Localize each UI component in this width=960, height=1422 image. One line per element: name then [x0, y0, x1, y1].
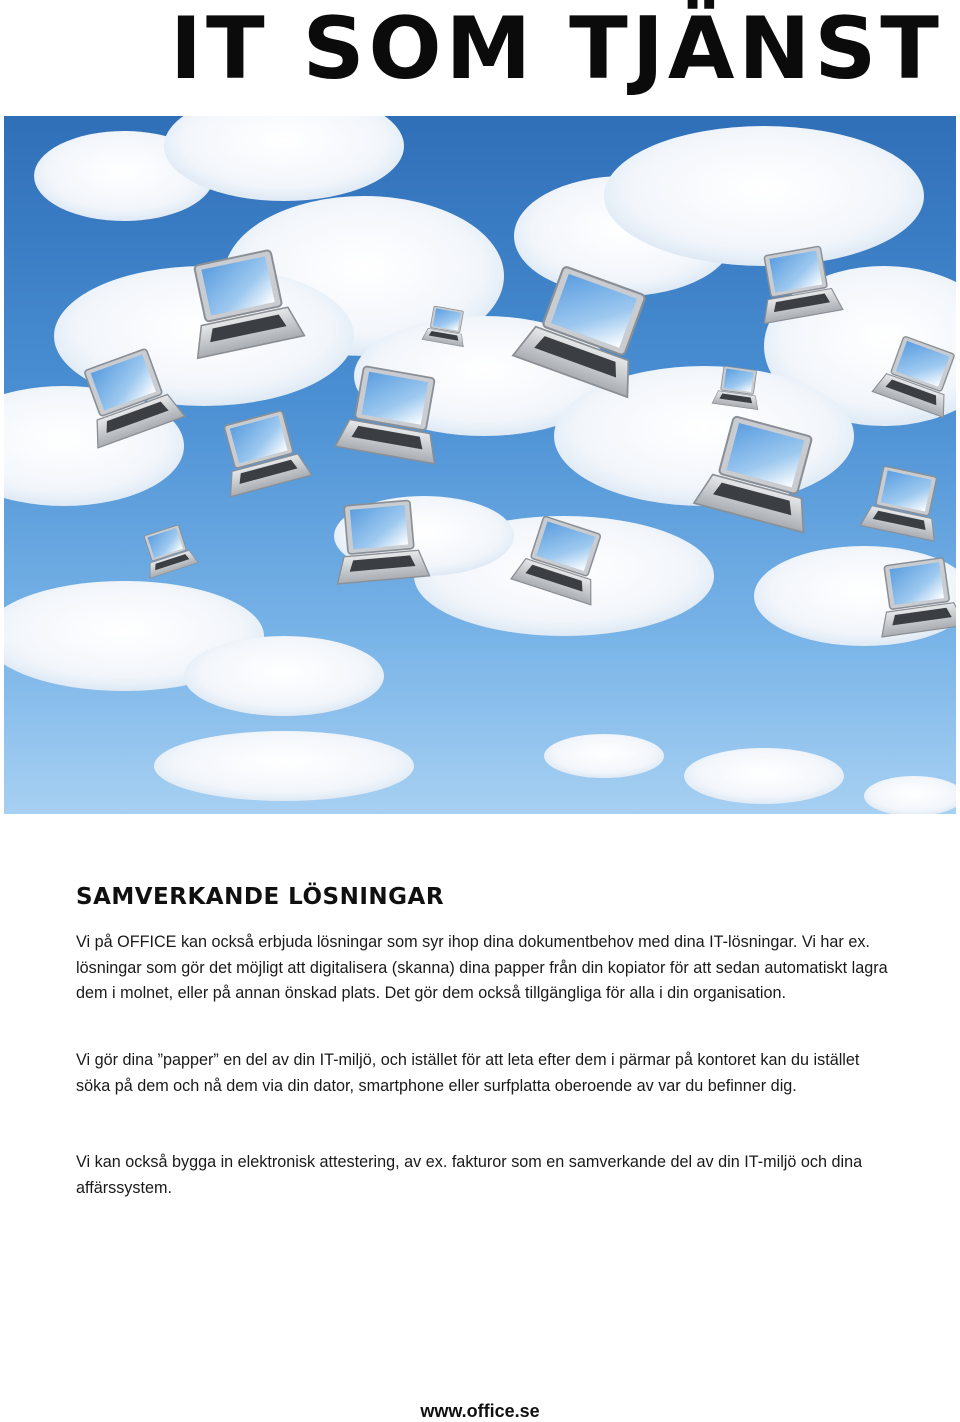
- page-title: IT SOM TJÄNST: [170, 0, 943, 99]
- section-heading: SAMVERKANDE LÖSNINGAR: [76, 884, 445, 910]
- paragraph-papers: Vi gör dina ”papper” en del av din IT-miljö, och istället för att leta efter dem i pärmar på kontoret kan du istället söka på dem och nå dem via din dator, smartphone eller surfplatta oberoende av var du befinner dig.: [76, 1051, 860, 1095]
- footer-url[interactable]: www.office.se: [420, 1401, 540, 1421]
- hero-image: [4, 116, 956, 814]
- paragraph-intro: Vi på OFFICE kan också erbjuda lösningar som syr ihop dina dokumentbehov med dina IT-lösningar. Vi har ex. lösningar som gör det möjligt att digitalisera (skanna) dina papper från din kopiator för att sedan automatiskt lagra dem i molnet, eller på annan önskad plats. Det gör dem också tillgängliga för alla i din organisation.: [76, 933, 888, 1002]
- sky-with-laptops-illustration: [4, 116, 956, 814]
- paragraph-attestation: Vi kan också bygga in elektronisk attestering, av ex. fakturor som en samverkande del av din IT-miljö och dina affärssystem.: [76, 1153, 863, 1197]
